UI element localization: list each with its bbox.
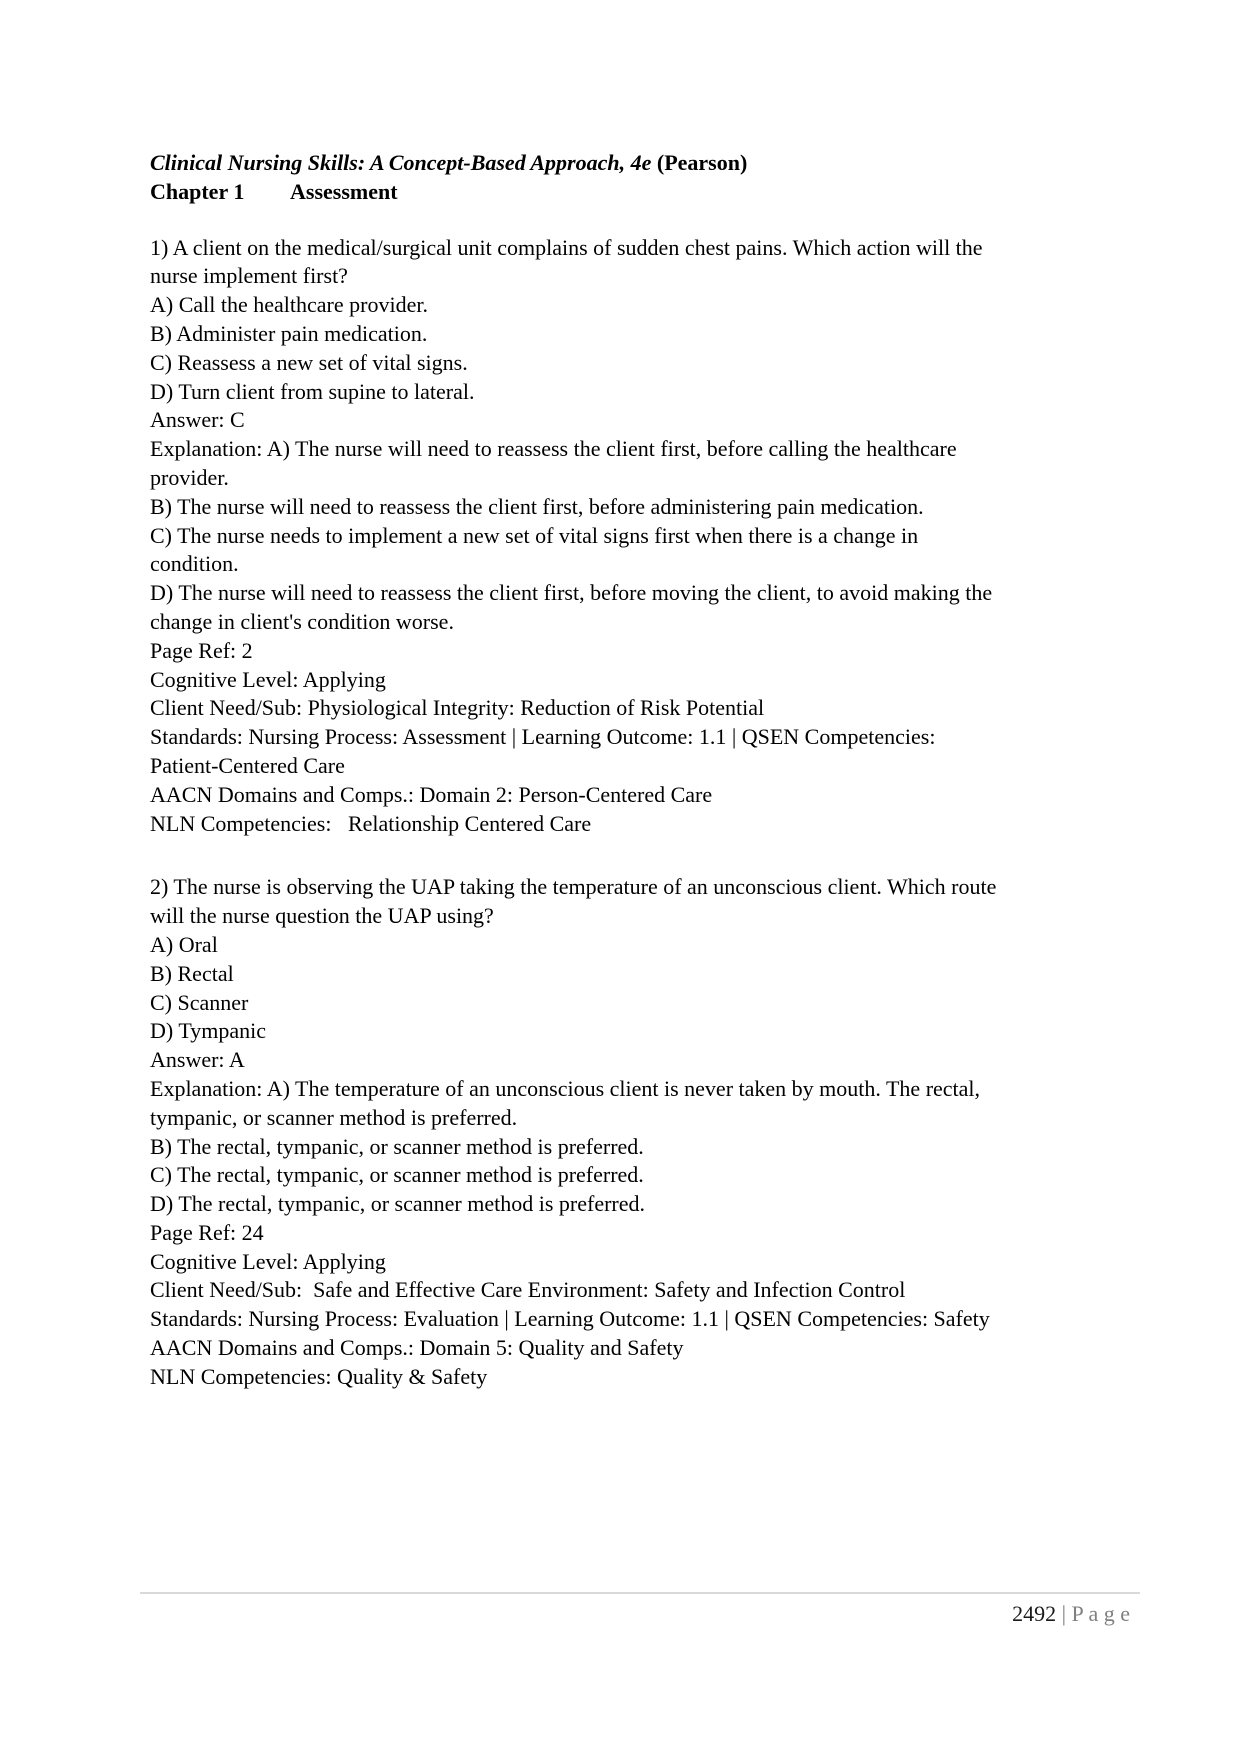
text-line: provider.: [150, 464, 229, 490]
text-line: tympanic, or scanner method is preferred.: [150, 1104, 518, 1130]
question-block-2: [150, 873, 1110, 1391]
text-line: change in client's condition worse.: [150, 608, 454, 634]
text-line: will the nurse question the UAP using?: [150, 903, 494, 929]
text-line: C) Scanner: [150, 989, 249, 1015]
text-line: Cognitive Level: Applying: [150, 1248, 386, 1274]
text-line: C) The rectal, tympanic, or scanner method is preferred.: [150, 1162, 644, 1188]
text-line: Cognitive Level: Applying: [150, 666, 386, 692]
text-line: Patient-Centered Care: [150, 752, 345, 778]
page-number: 2492: [1012, 1601, 1057, 1626]
text-line: C) The nurse needs to implement a new set of vital signs first when there is a change in: [150, 522, 919, 548]
document-page: [150, 149, 1110, 1392]
footer-separator: |: [1056, 1601, 1072, 1626]
text-line: AACN Domains and Comps.: Domain 2: Person-Centered Care: [150, 781, 713, 807]
text-line: B) The rectal, tympanic, or scanner method is preferred.: [150, 1133, 644, 1159]
questions-body: [150, 234, 1110, 1392]
text-line: Explanation: A) The nurse will need to reassess the client first, before calling the healthcare: [150, 436, 957, 462]
text-line: Standards: Nursing Process: Assessment | Learning Outcome: 1.1 | QSEN Competencies:: [150, 724, 936, 750]
footer-divider: [140, 1592, 1140, 1594]
text-line: Answer: C: [150, 407, 245, 433]
text-line: Answer: A: [150, 1047, 245, 1073]
text-line: Client Need/Sub: Physiological Integrity: Reduction of Risk Potential: [150, 695, 765, 721]
footer-page-label: P a g e: [1071, 1601, 1130, 1626]
text-line: 1) A client on the medical/surgical unit complains of sudden chest pains. Which action will the: [150, 234, 983, 260]
text-line: A) Oral: [150, 931, 218, 957]
chapter-heading: [150, 178, 1110, 207]
text-line: NLN Competencies: Relationship Centered Care: [150, 810, 592, 836]
publisher-name: (Pearson): [651, 150, 748, 175]
text-line: B) Rectal: [150, 960, 234, 986]
text-line: NLN Competencies: Quality & Safety: [150, 1363, 488, 1389]
text-line: nurse implement first?: [150, 263, 348, 289]
text-line: Client Need/Sub: Safe and Effective Care Environment: Safety and Infection Control: [150, 1277, 906, 1303]
chapter-title: Assessment: [290, 178, 398, 204]
text-line: D) The rectal, tympanic, or scanner method is preferred.: [150, 1191, 645, 1217]
chapter-number: Chapter 1: [150, 178, 245, 204]
text-line: D) The nurse will need to reassess the client first, before moving the client, to avoid making the: [150, 580, 993, 606]
book-title: Clinical Nursing Skills: A Concept-Based Approach, 4e: [150, 150, 652, 175]
text-line: Explanation: A) The temperature of an unconscious client is never taken by mouth. The rectal,: [150, 1075, 981, 1101]
text-line: C) Reassess a new set of vital signs.: [150, 349, 468, 375]
text-line: D) Turn client from supine to lateral.: [150, 378, 475, 404]
text-line: AACN Domains and Comps.: Domain 5: Quality and Safety: [150, 1335, 684, 1361]
text-line: condition.: [150, 551, 239, 577]
text-line: Page Ref: 2: [150, 637, 253, 663]
text-line: B) Administer pain medication.: [150, 320, 428, 346]
book-title-line: [150, 149, 1110, 178]
text-line: Page Ref: 24: [150, 1219, 264, 1245]
text-line: D) Tympanic: [150, 1018, 266, 1044]
text-line: 2) The nurse is observing the UAP taking the temperature of an unconscious client. Which route: [150, 874, 997, 900]
page-footer: [140, 1600, 1130, 1628]
text-line: A) Call the healthcare provider.: [150, 292, 428, 318]
text-line: Standards: Nursing Process: Evaluation | Learning Outcome: 1.1 | QSEN Competencies: Safety: [150, 1306, 990, 1332]
document-header: [150, 149, 1110, 207]
text-line: B) The nurse will need to reassess the client first, before administering pain medication.: [150, 493, 924, 519]
question-block-1: [150, 234, 1110, 839]
